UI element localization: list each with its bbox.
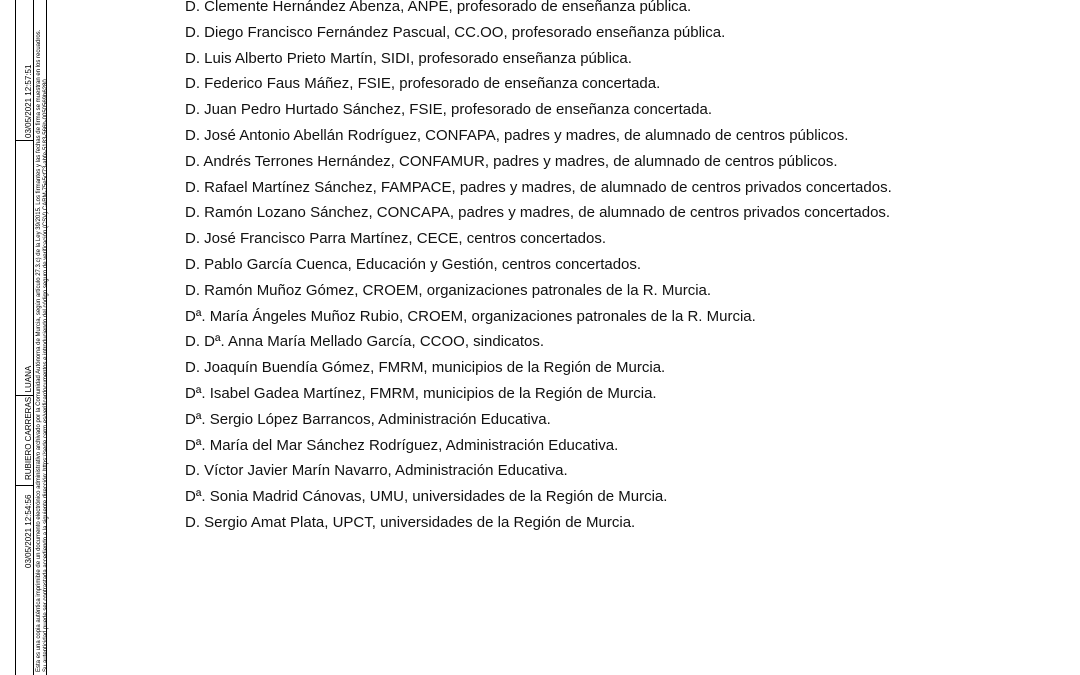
- attendee-list: [185, 0, 933, 536]
- list-item: D. Juan Pedro Hurtado Sánchez, FSIE, profesorado de enseñanza concertada.: [185, 101, 712, 119]
- list-item: D. José Francisco Parra Martínez, CECE, centros concertados.: [185, 230, 606, 248]
- sidebar-rule: [33, 0, 34, 675]
- list-item: Dª. Isabel Gadea Martínez, FMRM, municipios de la Región de Murcia.: [185, 384, 657, 402]
- list-item: D. Joaquín Buendía Gómez, FMRM, municipios de la Región de Murcia.: [185, 359, 666, 377]
- list-item: Dª. Sonia Madrid Cánovas, UMU, universidades de la Región de Murcia.: [185, 488, 668, 506]
- signature-timestamp-2: 03/05/2021 12:57:51: [24, 64, 33, 138]
- sidebar-divider: [15, 485, 33, 486]
- list-item: D. Ramón Muñoz Gómez, CROEM, organizaciones patronales de la R. Murcia.: [185, 281, 712, 299]
- list-item: D. Pablo García Cuenca, Educación y Gestión, centros concertados.: [185, 255, 642, 273]
- legal-notice-line-2: Su autenticidad puede ser contrastada accediendo a la siguiente dirección: https://sede.carm.es/verificardocumentos e introduciendo del código seguro de verificación (CSV) CARM-75e5cf73-abfe-5183-566b-0050569b6280: [43, 79, 49, 672]
- list-item: D. Luis Alberto Prieto Martín, SIDI, profesorado enseñanza pública.: [185, 49, 632, 67]
- signature-timestamp-1: 03/05/2021 12:54:56: [24, 494, 33, 568]
- list-item: D. Diego Francisco Fernández Pascual, CC.OO, profesorado enseñanza pública.: [185, 23, 726, 41]
- list-item: Dª. Sergio López Barrancos, Administración Educativa.: [185, 410, 551, 428]
- list-item: D. José Antonio Abellán Rodríguez, CONFAPA, padres y madres, de alumnado de centros públicos.: [185, 126, 849, 144]
- list-item: D. Sergio Amat Plata, UPCT, universidades de la Región de Murcia.: [185, 513, 636, 531]
- legal-notice-line-1: Esta es una copia auténtica imprimible de un documento electrónico administrativo archivado por la Comunidad Autónoma de Murcia, según artículo 27.3.c) de la Ley 39/2015. Los firmantes y las fechas de firma se muestran en los recuadros.: [36, 29, 42, 672]
- sidebar-rule: [15, 0, 16, 675]
- list-item: D. Andrés Terrones Hernández, CONFAMUR, padres y madres, de alumnado de centros públicos.: [185, 152, 838, 170]
- list-item: D. Federico Faus Máñez, FSIE, profesorado de enseñanza concertada.: [185, 75, 661, 93]
- list-item: D. Víctor Javier Marín Navarro, Administración Educativa.: [185, 462, 568, 480]
- sidebar-divider: [15, 140, 33, 141]
- list-item: D. Dª. Anna María Mellado García, CCOO, sindicatos.: [185, 333, 545, 351]
- list-item: Dª. María del Mar Sánchez Rodríguez, Administración Educativa.: [185, 436, 619, 454]
- list-item: D. Rafael Martínez Sánchez, FAMPACE, padres y madres, de alumnado de centros privados concertados.: [185, 178, 892, 196]
- signer-name: RUBIERO CARRERAS, LUANA: [24, 365, 33, 480]
- signature-sidebar: [0, 0, 50, 675]
- list-item: D. Ramón Lozano Sánchez, CONCAPA, padres y madres, de alumnado de centros privados concertados.: [185, 204, 891, 222]
- list-item: Dª. María Ángeles Muñoz Rubio, CROEM, organizaciones patronales de la R. Murcia.: [185, 307, 756, 325]
- list-item: D. Clemente Hernández Abenza, ANPE, profesorado de enseñanza pública.: [185, 0, 692, 15]
